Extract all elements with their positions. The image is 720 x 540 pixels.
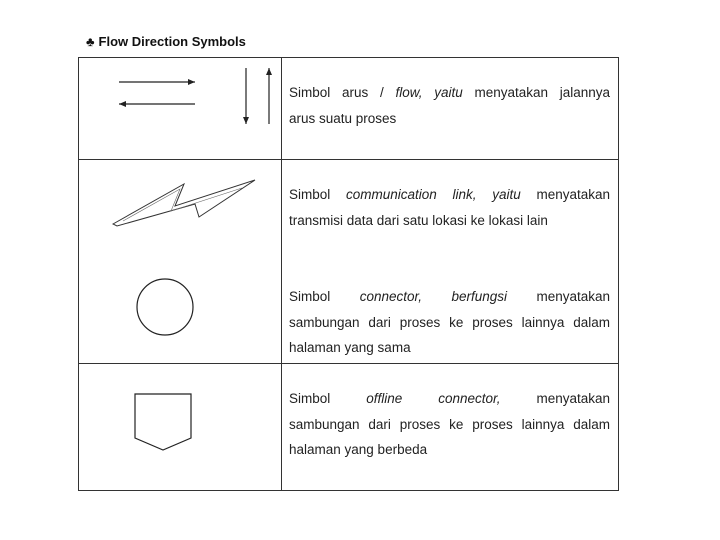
symbol-cell bbox=[79, 260, 282, 363]
desc-line: halaman yang berbeda bbox=[289, 442, 428, 457]
desc-line: Simbol arus / flow, yaitu menyatakan jalannya bbox=[289, 85, 611, 100]
desc-line: sambungan dari proses ke proses lainnya dalam bbox=[289, 314, 610, 330]
description-cell bbox=[289, 182, 610, 233]
table-row bbox=[79, 260, 618, 363]
symbol-cell bbox=[79, 364, 282, 490]
desc-line: Simbol connector, berfungsi menyatakan bbox=[289, 289, 610, 304]
symbols-table bbox=[78, 57, 619, 491]
description-cell bbox=[289, 80, 610, 131]
table-row bbox=[79, 363, 618, 490]
table-row bbox=[79, 58, 618, 159]
desc-line: Simbol offline connector, menyatakan bbox=[289, 391, 610, 406]
heading-title: Flow Direction Symbols bbox=[98, 34, 246, 49]
symbol-cell bbox=[79, 160, 282, 260]
desc-line: sambungan dari proses ke proses lainnya dalam bbox=[289, 416, 610, 432]
symbol-cell bbox=[79, 58, 282, 159]
desc-line: Simbol communication link, yaitu menyatakan bbox=[289, 187, 610, 202]
desc-line: arus suatu proses bbox=[289, 110, 397, 126]
description-cell bbox=[289, 386, 610, 463]
desc-line: transmisi data dari satu lokasi ke lokasi lain bbox=[289, 212, 548, 228]
communication-link-icon bbox=[79, 160, 282, 261]
desc-line: halaman yang sama bbox=[289, 340, 411, 355]
description-cell bbox=[289, 284, 610, 361]
page-heading bbox=[86, 34, 246, 49]
flow-arrows-icon bbox=[79, 58, 282, 159]
offline-connector-icon bbox=[79, 364, 282, 491]
club-suit-icon: ♣ bbox=[86, 34, 95, 49]
connector-circle-icon bbox=[79, 260, 282, 363]
table-row bbox=[79, 159, 618, 260]
